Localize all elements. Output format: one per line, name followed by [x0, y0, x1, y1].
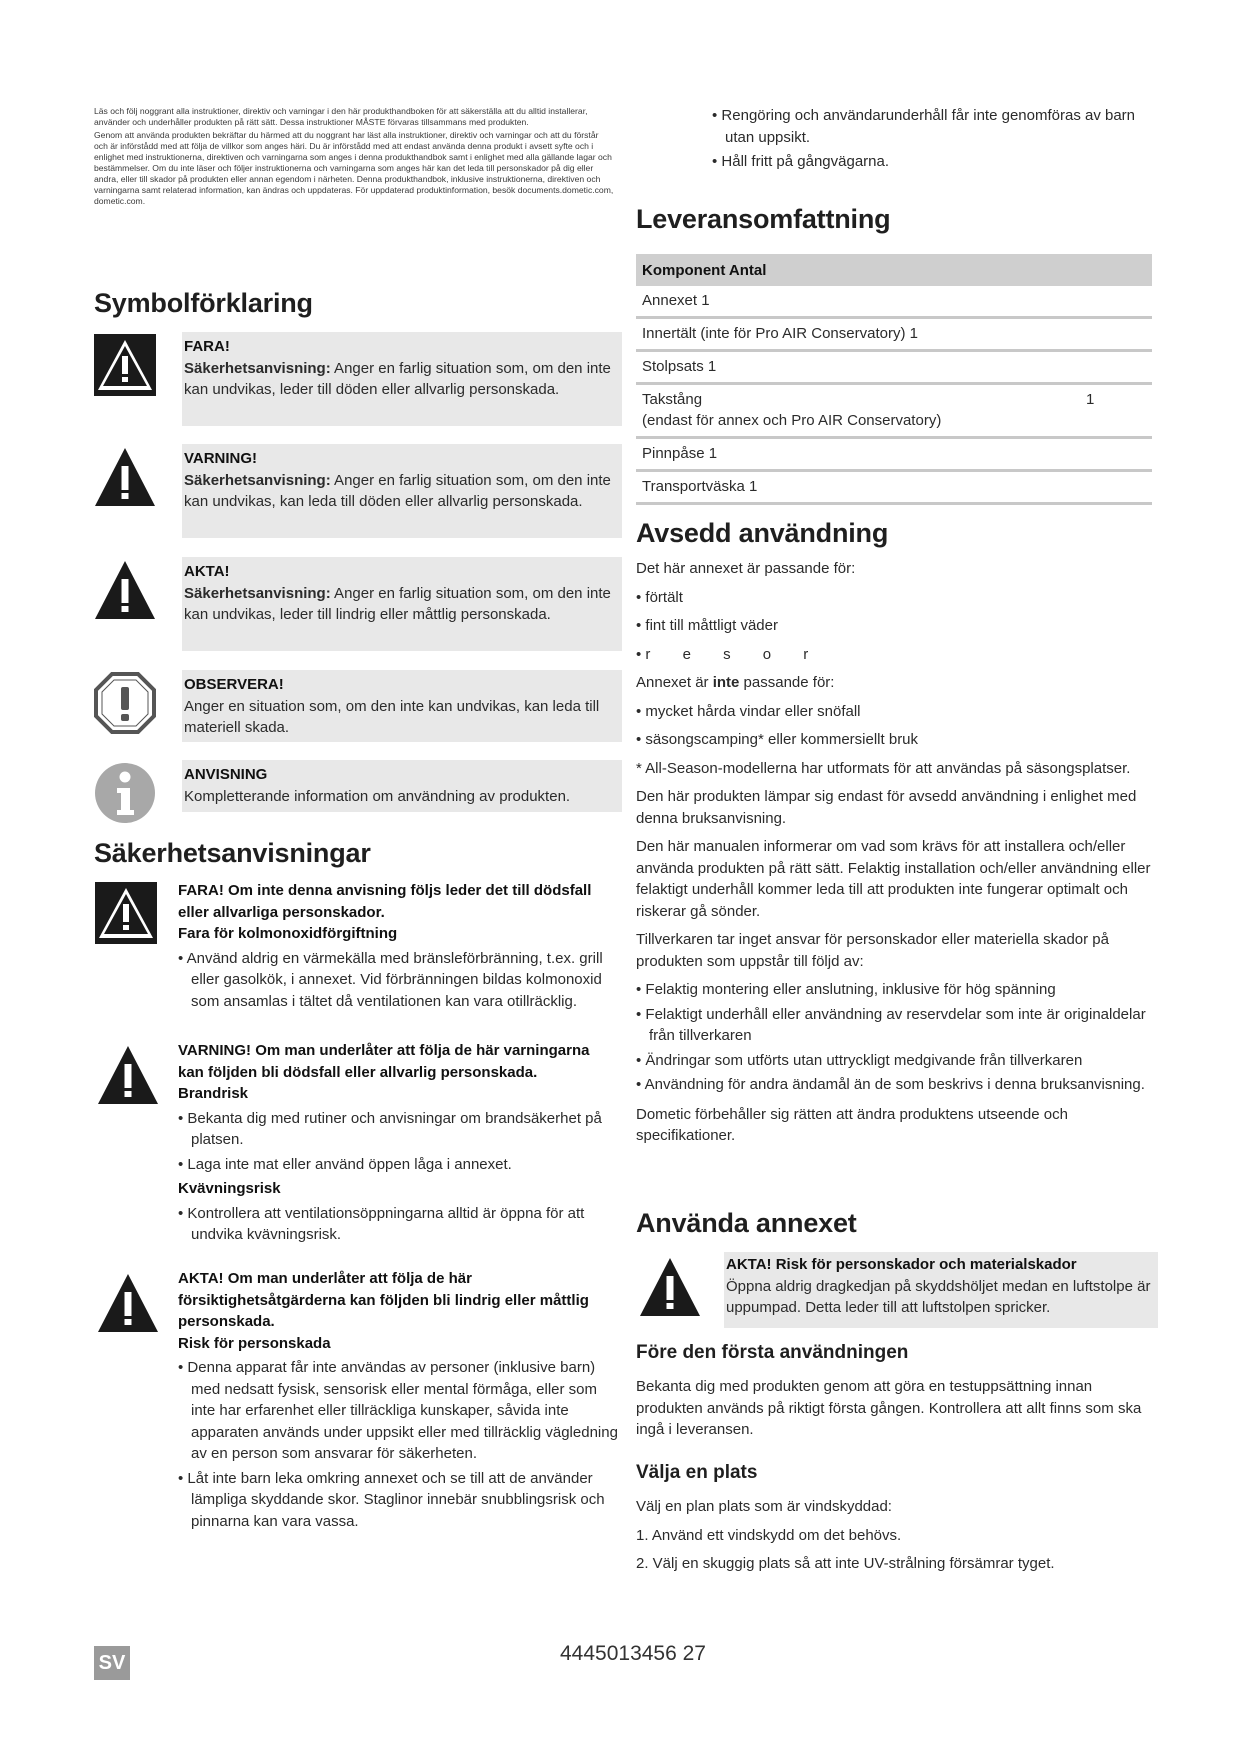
table-row: Takstång (endast för annex och Pro AIR Conservatory) 1 — [636, 384, 1152, 438]
symbol-title: OBSERVERA! — [184, 676, 284, 693]
intro-text — [94, 106, 614, 209]
list-item: • Laga inte mat eller använd öppen låga i annexet. — [178, 1155, 512, 1173]
list-item: • förtält — [636, 588, 683, 606]
list-item: • Använd aldrig en värmekälla med bränsleförbränning, t.ex. grill eller gasolkök, i annexet. Vid förbränningen bildas kolmonoxid som ansamlas i tältet då ventilationen kan vara otillräcklig. — [178, 949, 603, 1010]
symbol-text: Anger en farlig situation som, om den inte kan undvikas, kan leda till döden eller allvarlig personskada. — [184, 471, 611, 510]
symbols-heading: Symbolförklaring — [94, 288, 313, 318]
intended-p3: Den här produkten lämpar sig endast för avsedd användning i enlighet med denna bruksanvisning. — [636, 788, 1137, 827]
warning-triangle-icon — [94, 1044, 162, 1106]
using-warning — [636, 1252, 1156, 1328]
list-item: 1. Använd ett vindskydd om det behövs. — [636, 1526, 902, 1544]
symbol-fara-box — [182, 332, 622, 426]
symbol-observera-box — [182, 670, 622, 742]
safety-akta-head: AKTA! Om man underlåter att följa de här försiktighetsåtgärderna kan följden bli lindrig eller måttlig personskada. — [178, 1270, 589, 1330]
symbol-anvisning-box — [182, 760, 622, 812]
symbol-title: AKTA! — [184, 563, 230, 580]
place-text: Välj en plan plats som är vindskyddad: — [636, 1498, 892, 1515]
first-use-text: Bekanta dig med produkten genom att göra en testuppsättning innan produkten används på riktigt första gången. Kontrollera att allt finns som ska ingå i leveransen. — [636, 1378, 1142, 1438]
right-top-bullets — [712, 102, 1158, 176]
list-item: • Felaktigt underhåll eller användning av reservdelar som inte är originaldelar från tillverkaren — [636, 1005, 1146, 1044]
table-row: Annexet 1 — [636, 286, 1152, 318]
warning-triangle-icon — [94, 882, 158, 944]
warning-triangle-icon — [94, 334, 156, 396]
place-heading: Välja en plats — [636, 1462, 758, 1483]
table-row: Innertält (inte för Pro AIR Conservatory) 1 — [636, 318, 1152, 351]
intended-p1: Det här annexet är passande för: — [636, 560, 856, 577]
list-item: • mycket hårda vindar eller snöfall — [636, 702, 861, 720]
list-item: • Håll fritt på gångvägarna. — [712, 153, 890, 170]
list-item: • Låt inte barn leka omkring annexet och se till att de använder lämpliga skyddande skor. Staglinor innebär snubblingsrisk och pinnarna kan vara vassa. — [178, 1469, 605, 1530]
using-heading: Använda annexet — [636, 1208, 857, 1238]
list-item: • fint till måttligt väder — [636, 617, 778, 634]
warning-triangle-icon — [94, 559, 156, 621]
warning-triangle-icon — [636, 1256, 704, 1318]
symbol-anvisning — [94, 760, 614, 824]
intro-paragraph-1: Läs och följ noggrant alla instruktioner, direktiv och varningar i den här produkthandboken för att säkerställa att du alltid installerar, använder och underhåller produkten på rätt sätt. Dessa instruktioner MÅSTE förvaras tillsammans med produkten. — [94, 106, 588, 127]
list-item: • Bekanta dig med rutiner och anvisningar om brandsäkerhet på platsen. — [178, 1109, 602, 1148]
warning-triangle-icon — [94, 1272, 162, 1334]
info-circle-icon — [94, 762, 156, 824]
list-item: • Felaktig montering eller anslutning, inklusive för hög spänning — [636, 981, 1056, 998]
using-warning-text: Öppna aldrig dragkedjan på skyddshöljet medan en luftstolpe är uppumpad. Detta leder till att luftstolpen spricker. — [726, 1277, 1151, 1316]
delivery-table — [636, 254, 1152, 505]
symbol-varning-box — [182, 444, 622, 538]
symbol-observera — [94, 670, 614, 746]
list-item: • Rengöring och användarunderhåll får inte genomföras av barn utan uppsikt. — [712, 107, 1136, 146]
intro-paragraph-2: Genom att använda produkten bekräftar du härmed att du noggrant har läst alla instruktioner, direktiv och varningar och att du förstår och är införstådd med att följa de villkor som anges häri. Du är införstådd med att endast använda denna produkt i avsett syfte och i enlighet med instruktionerna, direktiven och varningarna som anges i denna produkthandbok samt i enlighet med alla gällande lagar och bestämmelser. Om du inte läser och följer instruktionerna och varningarna som anges här kan det leda till personskador på dig eller andra, eller till skador på produkten eller annan egendom i närheten. Denna produkthandbok, inklusive instruktionerna, direktiven och varningarna samt relaterad information, kan ändras och uppdateras. För uppdaterad produktinformation, besök documents.dometic.com, dometic.com. — [94, 130, 614, 206]
first-use-heading: Före den första användningen — [636, 1342, 909, 1363]
symbol-lead: Säkerhetsanvisning: — [184, 584, 331, 602]
table-row: Pinnpåse 1 — [636, 438, 1152, 471]
using-warning-box — [724, 1252, 1158, 1328]
symbol-title: ANVISNING — [184, 766, 268, 783]
using-warning-title: AKTA! Risk för personskador och materialskador — [726, 1256, 1077, 1273]
symbol-title: VARNING! — [184, 450, 258, 467]
table-header: Komponent Antal — [636, 254, 1152, 286]
list-item: • Användning för andra ändamål än de som beskrivs i denna bruksanvisning. — [636, 1076, 1145, 1093]
symbol-text: Anger en farlig situation som, om den inte kan undvikas, leder till lindrig eller måttlig personskada. — [184, 584, 611, 623]
safety-varning-sub1: Brandrisk — [178, 1085, 249, 1102]
intended-p4: Den här manualen informerar om vad som krävs för att installera och/eller använda produkten på rätt sätt. Felaktig installation och/eller användning eller felaktigt underhåll kommer leda till att produkten inte fungerar optimalt och riskerar gå sönder. — [636, 838, 1151, 920]
delivery-heading: Leveransomfattning — [636, 204, 891, 234]
symbol-title: FARA! — [184, 338, 230, 355]
warning-triangle-icon — [94, 446, 156, 508]
place-section — [636, 1496, 1156, 1582]
safety-fara-head: FARA! Om inte denna anvisning följs leder det till dödsfall eller allvarliga personskador. — [178, 882, 592, 921]
symbol-lead: Säkerhetsanvisning: — [184, 471, 331, 489]
list-item: • r e s o r — [636, 645, 823, 663]
safety-varning-head: VARNING! Om man underlåter att följa de här varningarna kan följden bli dödsfall eller allvarlig personskada. — [178, 1042, 590, 1081]
intended-p6: Dometic förbehåller sig rätten att ändra produktens utseende och specifikationer. — [636, 1105, 1068, 1144]
list-item: 2. Välj en skuggig plats så att inte UV-strålning försämrar tyget. — [636, 1555, 1055, 1572]
symbol-text: Anger en situation som, om den inte kan undvikas, kan leda till materiell skada. — [184, 697, 600, 736]
list-item: • Denna apparat får inte användas av personer (inklusive barn) med nedsatt fysisk, sensorisk eller mental förmåga, eller som inte har erfarenhet eller tillräckliga kunskaper, såvida inte apparaten används under uppsikt eller med tillräcklig vägledning av en person som ansvarar för säkerheten. — [178, 1359, 618, 1462]
safety-fara-sub: Fara för kolmonoxidförgiftning — [178, 925, 398, 942]
symbol-text: Anger en farlig situation som, om den inte kan undvikas, leder till döden eller allvarlig personskada. — [184, 359, 611, 398]
symbol-lead: Säkerhetsanvisning: — [184, 359, 331, 377]
intended-p5: Tillverkaren tar inget ansvar för personskador eller materiella skador på produkten som uppstår till följd av: — [636, 931, 1109, 970]
symbol-akta — [94, 557, 614, 649]
symbol-fara — [94, 332, 614, 424]
intended-footnote: * All-Season-modellerna har utformats för att användas på säsongsplatser. — [636, 759, 1131, 777]
symbol-text: Kompletterande information om användning av produkten. — [184, 787, 571, 805]
notice-octagon-icon — [94, 672, 156, 734]
symbol-varning — [94, 444, 614, 536]
page-number: 4445013456 27 — [560, 1642, 706, 1665]
language-badge: SV — [94, 1646, 130, 1680]
intended-section — [636, 558, 1156, 1154]
safety-heading: Säkerhetsanvisningar — [94, 838, 371, 868]
table-row: Stolpsats 1 — [636, 351, 1152, 384]
safety-akta-sub: Risk för personskada — [178, 1334, 331, 1352]
list-item: • Ändringar som utförts utan uttryckligt medgivande från tillverkaren — [636, 1051, 1083, 1069]
list-item: • säsongscamping* eller kommersiellt bruk — [636, 731, 919, 748]
table-row: Transportväska 1 — [636, 471, 1152, 504]
list-item: • Kontrollera att ventilationsöppningarna alltid är öppna för att undvika kvävningsrisk. — [178, 1204, 585, 1243]
intended-p2: Annexet är inte passande för: — [636, 674, 835, 691]
safety-varning-sub2: Kvävningsrisk — [178, 1180, 281, 1197]
symbol-akta-box — [182, 557, 622, 651]
intended-heading: Avsedd användning — [636, 518, 889, 548]
